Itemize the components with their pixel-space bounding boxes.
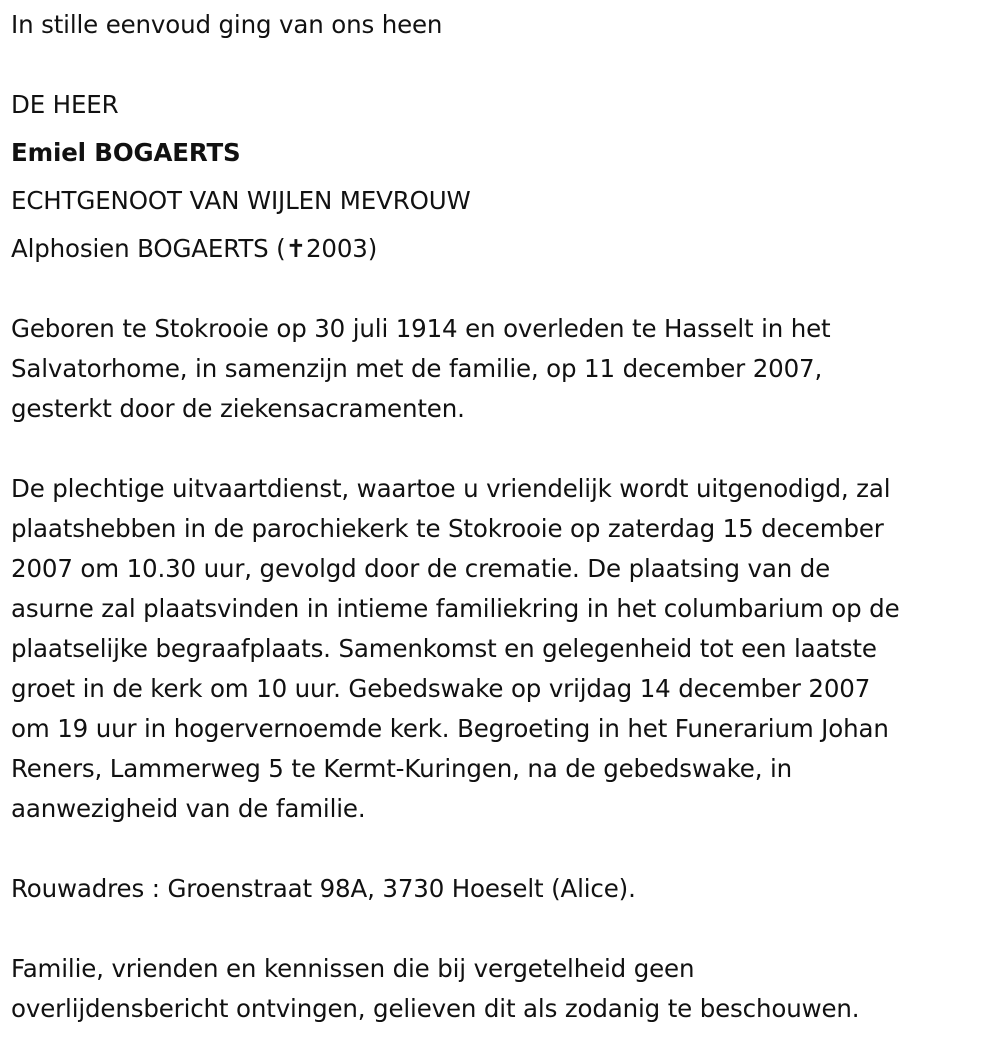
paragraph-line: om 19 uur in hogervernoemde kerk. Begroeting in het Funerarium Johan: [11, 714, 889, 743]
spouse-line: [11, 234, 377, 264]
paragraph-line: Geboren te Stokrooie op 30 juli 1914 en overleden te Hasselt in het: [11, 314, 831, 343]
relation-text: ECHTGENOOT VAN WIJLEN MEVROUW: [11, 186, 471, 215]
spouse-name: Alphosien BOGAERTS (: [11, 234, 286, 263]
paragraph-line: groet in de kerk om 10 uur. Gebedswake op vrijdag 14 december 2007: [11, 674, 871, 703]
intro-text: In stille eenvoud ging van ons heen: [11, 10, 443, 39]
mourning-address: Rouwadres : Groenstraat 98A, 3730 Hoeselt (Alice).: [11, 874, 636, 903]
paragraph-line: De plechtige uitvaartdienst, waartoe u vriendelijk wordt uitgenodigd, zal: [11, 474, 891, 503]
paragraph-line: aanwezigheid van de familie.: [11, 794, 366, 823]
paragraph-line: plaatshebben in de parochiekerk te Stokrooie op zaterdag 15 december: [11, 514, 884, 543]
title-text: DE HEER: [11, 90, 119, 119]
paragraph-line: Salvatorhome, in samenzijn met de familie, op 11 december 2007,: [11, 354, 823, 383]
paragraph-line: Familie, vrienden en kennissen die bij vergetelheid geen: [11, 954, 695, 983]
paragraph-line: gesterkt door de ziekensacramenten.: [11, 394, 465, 423]
paragraph-line: plaatselijke begraafplaats. Samenkomst en gelegenheid tot een laatste: [11, 634, 877, 663]
paragraph-line: asurne zal plaatsvinden in intieme familiekring in het columbarium op de: [11, 594, 900, 623]
paragraph-line: overlijdensbericht ontvingen, gelieven dit als zodanig te beschouwen.: [11, 994, 860, 1023]
paragraph-line: Reners, Lammerweg 5 te Kermt-Kuringen, na de gebedswake, in: [11, 754, 793, 783]
deceased-name: Emiel BOGAERTS: [11, 138, 241, 167]
spouse-death-year: 2003): [305, 234, 378, 263]
cross-icon: ✝: [285, 234, 306, 263]
paragraph-line: 2007 om 10.30 uur, gevolgd door de crematie. De plaatsing van de: [11, 554, 831, 583]
